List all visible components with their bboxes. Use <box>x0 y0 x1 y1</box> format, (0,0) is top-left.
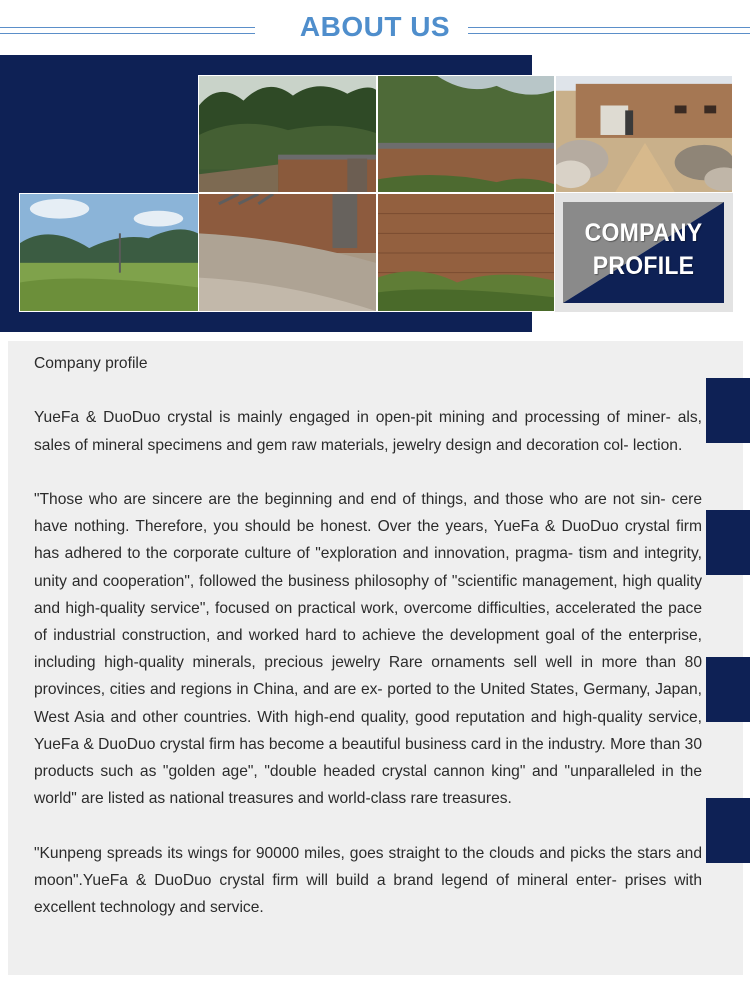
badge-line-1: COMPANY <box>584 219 703 247</box>
side-tab-1 <box>706 378 750 443</box>
section-heading: Company profile <box>34 355 148 372</box>
company-profile-text <box>34 350 702 948</box>
photo-valley <box>19 193 199 312</box>
company-profile-badge <box>555 193 733 312</box>
photo-wall-hill <box>377 75 555 193</box>
photo-forest-wall <box>198 75 377 193</box>
photo-road-wall <box>198 193 377 312</box>
paragraph-culture: "Those who are sincere are the beginning and end of things, and those who are not sin- cere have nothing. Therefore, you should be honest. Over the years, YueFa & DuoDuo crystal firm has adhered to the corporate culture of "exploration and innovation, pragma- tism and integrity, unity and cooperation", followed the business philosophy of "scientific management, high quality and high-quality service", focused on practical work, overcome difficulties, accelerated the pace of industrial construction, and worked hard to achieve the development goal of the enterprise, including high-quality minerals, precious jewelry Rare ornaments sell well in more than 80 provinces, cities and regions in China, and are ex- ported to the United States, Germany, Japan, West Asia and other countries. With high-end quality, good reputation and high-quality service, YueFa & DuoDuo crystal firm has become a beautiful business card in the industry. More than 30 products such as "golden age", "double headed crystal cannon king" and "unparalleled in the world" are listed as national treasures and world-class rare treasures. <box>34 490 702 808</box>
badge-graphic <box>563 202 724 303</box>
photo-brick-wall <box>377 193 555 312</box>
paragraph-vision: "Kunpeng spreads its wings for 90000 miles, goes straight to the clouds and picks the stars and moon".YueFa & DuoDuo crystal firm will build a brand legend of mineral enter- prises with excellent technology and service. <box>34 844 702 917</box>
page-title: ABOUT US <box>299 11 451 42</box>
side-tab-3 <box>706 657 750 722</box>
side-tab-2 <box>706 510 750 575</box>
badge-text <box>569 217 717 283</box>
paragraph-intro: YueFa & DuoDuo crystal is mainly engaged in open-pit mining and processing of miner- als, sales of mineral specimens and gem raw materials, jewelry design and decoration col- lection. <box>34 409 702 454</box>
badge-line-2: PROFILE <box>592 252 695 280</box>
photo-village-house <box>555 75 733 193</box>
side-tab-4 <box>706 798 750 863</box>
